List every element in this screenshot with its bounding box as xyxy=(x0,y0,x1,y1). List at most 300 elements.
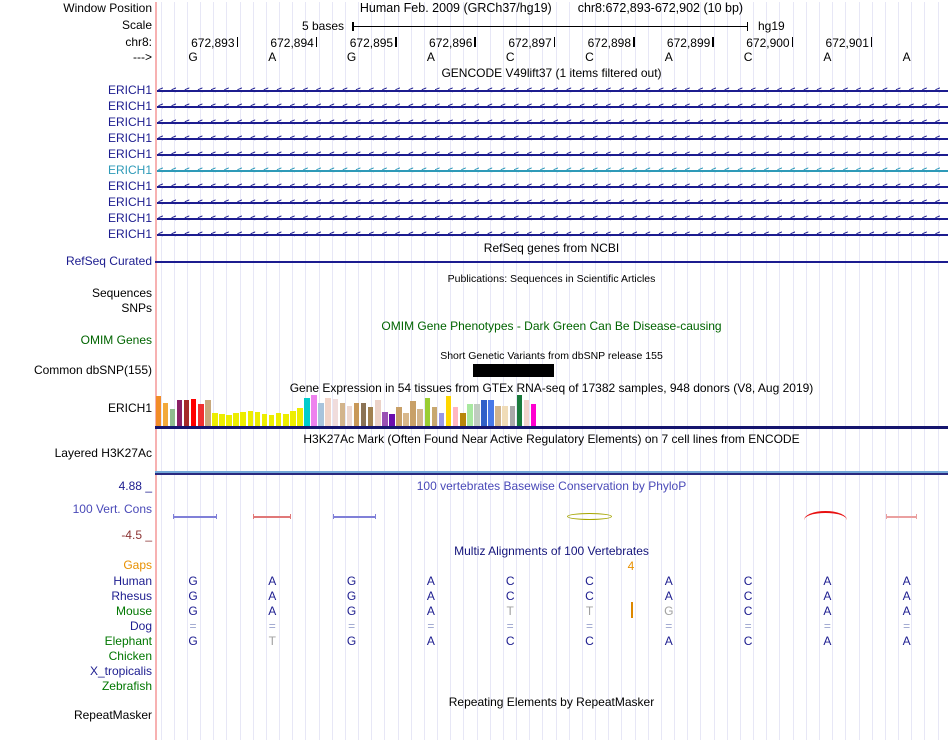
track-label-common-dbsnp[interactable]: Common dbSNP(155) xyxy=(33,363,152,377)
left-arrow-glyph: < xyxy=(592,85,598,95)
left-arrow-glyph: < xyxy=(237,213,243,223)
left-arrow-glyph: < xyxy=(671,101,677,111)
left-arrow-glyph: < xyxy=(579,197,585,207)
left-arrow-glyph: < xyxy=(237,133,243,143)
gene-transcript-row[interactable] xyxy=(155,228,948,241)
left-arrow-glyph: < xyxy=(921,213,928,223)
left-arrow-glyph: < xyxy=(250,165,256,175)
left-arrow-glyph: < xyxy=(579,133,585,143)
left-arrow-glyph: < xyxy=(895,133,901,143)
track-label-omim-genes[interactable]: OMIM Genes xyxy=(80,333,152,347)
left-arrow-glyph: < xyxy=(842,165,849,175)
gtex-bar xyxy=(488,400,494,426)
gtex-bar xyxy=(361,403,367,426)
left-arrow-glyph: < xyxy=(763,197,770,207)
reference-base: A xyxy=(902,50,911,64)
left-arrow-glyph: < xyxy=(342,101,348,111)
left-arrow-glyph: < xyxy=(697,149,704,159)
left-arrow-glyph: < xyxy=(856,213,862,223)
left-arrow-glyph: < xyxy=(171,117,177,127)
left-arrow-glyph: < xyxy=(658,213,664,223)
coordinate-tick xyxy=(871,37,873,47)
left-arrow-glyph: < xyxy=(342,181,348,191)
left-arrow-glyph: < xyxy=(737,101,743,111)
left-arrow-glyph: < xyxy=(684,117,691,127)
gtex-bar xyxy=(375,400,381,426)
left-arrow-glyph: < xyxy=(803,133,809,143)
gene-label-erich1[interactable]: ERICH1 xyxy=(107,99,152,113)
left-arrow-glyph: < xyxy=(395,101,401,111)
left-arrow-glyph: < xyxy=(368,229,374,239)
left-arrow-glyph: < xyxy=(645,165,651,175)
left-arrow-glyph: < xyxy=(210,85,216,95)
left-arrow-glyph: < xyxy=(579,117,585,127)
alignment-base: G xyxy=(188,574,198,588)
left-arrow-glyph: < xyxy=(566,181,572,191)
gene-label-erich1[interactable]: ERICH1 xyxy=(107,227,152,241)
left-arrow-glyph: < xyxy=(921,165,928,175)
gtex-bar xyxy=(460,413,466,426)
track-label-layered-h3k27ac[interactable]: Layered H3K27Ac xyxy=(54,446,152,460)
gtex-bar xyxy=(333,399,339,426)
left-arrow-glyph: < xyxy=(302,165,309,175)
track-header-gtex[interactable]: Gene Expression in 54 tissues from GTEx RNA-seq of 17382 samples, 948 donors (V8, Aug 2019) xyxy=(289,381,814,395)
left-arrow-glyph: < xyxy=(223,149,230,159)
left-arrow-glyph: < xyxy=(750,181,756,191)
track-label-refseq-curated[interactable]: RefSeq Curated xyxy=(65,254,152,268)
gene-transcript-row[interactable] xyxy=(155,164,948,177)
alignment-base: C xyxy=(743,589,753,603)
gene-transcript-row[interactable] xyxy=(155,84,948,97)
dbsnp-variant-box[interactable] xyxy=(473,364,554,377)
left-arrow-glyph: < xyxy=(618,165,625,175)
left-arrow-glyph: < xyxy=(882,229,888,239)
left-arrow-glyph: < xyxy=(263,213,269,223)
left-arrow-glyph: < xyxy=(368,181,374,191)
alignment-base: = xyxy=(823,619,831,633)
left-arrow-glyph: < xyxy=(197,197,203,207)
gene-label-erich1[interactable]: ERICH1 xyxy=(107,131,152,145)
left-arrow-glyph: < xyxy=(276,213,282,223)
left-arrow-glyph: < xyxy=(790,149,796,159)
left-arrow-glyph: < xyxy=(592,101,598,111)
gene-transcript-row[interactable] xyxy=(155,196,948,209)
left-arrow-glyph: < xyxy=(856,149,862,159)
left-arrow-glyph: < xyxy=(553,101,559,111)
gene-label-erich1[interactable]: ERICH1 xyxy=(107,195,152,209)
left-arrow-glyph: < xyxy=(763,117,770,127)
gene-label-erich1[interactable]: ERICH1 xyxy=(107,163,152,177)
left-arrow-glyph: < xyxy=(882,85,888,95)
species-label-human[interactable]: Human xyxy=(113,574,152,588)
alignment-base: G xyxy=(664,604,674,618)
species-label-dog[interactable]: Dog xyxy=(129,619,152,633)
left-arrow-glyph: < xyxy=(171,85,177,95)
left-arrow-glyph: < xyxy=(776,181,783,191)
left-arrow-glyph: < xyxy=(553,85,559,95)
left-arrow-glyph: < xyxy=(316,117,322,127)
left-arrow-glyph: < xyxy=(250,117,256,127)
left-arrow-glyph: < xyxy=(342,133,348,143)
left-arrow-glyph: < xyxy=(697,117,704,127)
left-arrow-glyph: < xyxy=(737,197,743,207)
gtex-bar xyxy=(290,411,296,426)
alignment-base: G xyxy=(188,589,198,603)
gtex-bar xyxy=(510,406,516,426)
left-arrow-glyph: < xyxy=(829,213,835,223)
track-header-refseq[interactable]: RefSeq genes from NCBI xyxy=(483,241,620,255)
left-arrow-glyph: < xyxy=(776,197,783,207)
left-arrow-glyph: < xyxy=(408,213,414,223)
track-header-h3k27ac[interactable]: H3K27Ac Mark (Often Found Near Active Regulatory Elements) on 7 cell lines from ENCODE xyxy=(303,432,800,446)
species-label-x_tropicalis[interactable]: X_tropicalis xyxy=(89,664,152,678)
left-arrow-glyph: < xyxy=(263,133,269,143)
left-arrow-glyph: < xyxy=(579,149,585,159)
left-arrow-glyph: < xyxy=(395,149,401,159)
left-arrow-glyph: < xyxy=(632,149,638,159)
left-arrow-glyph: < xyxy=(632,101,638,111)
gene-transcript-row[interactable] xyxy=(155,100,948,113)
scale-label: Scale xyxy=(121,18,152,32)
conservation-max-value: 4.88 _ xyxy=(118,479,152,493)
left-arrow-glyph: < xyxy=(381,213,388,223)
left-arrow-glyph: < xyxy=(592,213,598,223)
left-arrow-glyph: < xyxy=(289,165,295,175)
left-arrow-glyph: < xyxy=(763,165,770,175)
left-arrow-glyph: < xyxy=(737,149,743,159)
left-arrow-glyph: < xyxy=(197,149,203,159)
alignment-base: A xyxy=(268,604,277,618)
left-arrow-glyph: < xyxy=(737,117,743,127)
left-arrow-glyph: < xyxy=(697,101,704,111)
left-arrow-glyph: < xyxy=(737,165,743,175)
left-arrow-glyph: < xyxy=(882,213,888,223)
left-arrow-glyph: < xyxy=(368,165,374,175)
left-arrow-glyph: < xyxy=(895,197,901,207)
left-arrow-glyph: < xyxy=(592,229,598,239)
gtex-bar xyxy=(311,395,317,426)
left-arrow-glyph: < xyxy=(289,149,295,159)
left-arrow-glyph: < xyxy=(684,229,691,239)
reference-base: C xyxy=(585,50,594,64)
left-arrow-glyph: < xyxy=(711,181,717,191)
gtex-bar xyxy=(198,404,204,426)
left-arrow-glyph: < xyxy=(829,229,835,239)
conservation-end-tick xyxy=(916,514,917,519)
left-arrow-glyph: < xyxy=(776,229,783,239)
left-arrow-glyph: < xyxy=(816,181,822,191)
mouse-insertion-marker xyxy=(631,602,633,618)
left-arrow-glyph: < xyxy=(368,149,374,159)
left-arrow-glyph: < xyxy=(776,101,783,111)
left-arrow-glyph: < xyxy=(421,85,427,95)
left-arrow-glyph: < xyxy=(302,101,309,111)
left-arrow-glyph: < xyxy=(302,85,309,95)
left-arrow-glyph: < xyxy=(697,197,704,207)
left-arrow-glyph: < xyxy=(316,181,322,191)
left-arrow-glyph: < xyxy=(829,149,835,159)
left-arrow-glyph: < xyxy=(711,149,717,159)
left-arrow-glyph: < xyxy=(342,117,348,127)
left-arrow-glyph: < xyxy=(197,229,203,239)
left-arrow-glyph: < xyxy=(711,165,717,175)
left-arrow-glyph: < xyxy=(474,229,480,239)
left-arrow-glyph: < xyxy=(329,149,335,159)
left-arrow-glyph: < xyxy=(171,181,177,191)
left-arrow-glyph: < xyxy=(434,85,440,95)
left-arrow-glyph: < xyxy=(355,197,361,207)
left-arrow-glyph: < xyxy=(184,229,190,239)
left-arrow-glyph: < xyxy=(289,213,295,223)
gtex-expression-barchart[interactable] xyxy=(155,392,948,429)
left-arrow-glyph: < xyxy=(381,149,388,159)
left-arrow-glyph: < xyxy=(276,85,282,95)
gene-transcript-row[interactable] xyxy=(155,116,948,129)
left-arrow-glyph: < xyxy=(605,101,612,111)
left-arrow-glyph: < xyxy=(579,101,585,111)
left-arrow-glyph: < xyxy=(381,197,388,207)
left-arrow-glyph: < xyxy=(289,133,295,143)
track-header-multiz[interactable]: Multiz Alignments of 100 Vertebrates xyxy=(454,544,649,558)
track-label-snps[interactable]: SNPs xyxy=(121,301,152,315)
left-arrow-glyph: < xyxy=(592,133,598,143)
left-arrow-glyph: < xyxy=(526,181,533,191)
conservation-lens-mark xyxy=(567,513,612,520)
left-arrow-glyph: < xyxy=(263,101,269,111)
left-arrow-glyph: < xyxy=(355,133,361,143)
left-arrow-glyph: < xyxy=(526,133,533,143)
track-label-repeatmasker[interactable]: RepeatMasker xyxy=(73,708,152,722)
left-arrow-glyph: < xyxy=(737,213,743,223)
left-arrow-glyph: < xyxy=(711,197,717,207)
left-arrow-glyph: < xyxy=(816,197,822,207)
left-arrow-glyph: < xyxy=(487,133,493,143)
alignment-base: A xyxy=(664,574,673,588)
left-arrow-glyph: < xyxy=(289,117,295,127)
left-arrow-glyph: < xyxy=(618,197,625,207)
coordinate-tick xyxy=(395,37,397,47)
left-arrow-glyph: < xyxy=(223,197,230,207)
left-arrow-glyph: < xyxy=(197,117,203,127)
left-arrow-glyph: < xyxy=(460,133,467,143)
track-header-dbsnp[interactable]: Short Genetic Variants from dbSNP release 155 xyxy=(440,350,663,362)
left-arrow-glyph: < xyxy=(184,149,190,159)
left-arrow-glyph: < xyxy=(895,117,901,127)
left-arrow-glyph: < xyxy=(408,197,414,207)
alignment-base: = xyxy=(348,619,356,633)
left-arrow-glyph: < xyxy=(763,181,770,191)
gene-label-erich1[interactable]: ERICH1 xyxy=(107,179,152,193)
left-arrow-glyph: < xyxy=(197,181,203,191)
left-arrow-glyph: < xyxy=(790,213,796,223)
left-arrow-glyph: < xyxy=(724,101,730,111)
left-arrow-glyph: < xyxy=(829,197,835,207)
gene-transcript-row[interactable] xyxy=(155,148,948,161)
species-label-rhesus[interactable]: Rhesus xyxy=(111,589,152,603)
coordinate-label: 672,899 xyxy=(666,36,711,50)
left-arrow-glyph: < xyxy=(711,85,717,95)
left-arrow-glyph: < xyxy=(223,229,230,239)
left-arrow-glyph: < xyxy=(197,165,203,175)
left-arrow-glyph: < xyxy=(816,101,822,111)
coordinate-label: 672,901 xyxy=(825,36,869,50)
left-arrow-glyph: < xyxy=(882,101,888,111)
left-arrow-glyph: < xyxy=(724,229,730,239)
left-arrow-glyph: < xyxy=(618,101,625,111)
left-arrow-glyph: < xyxy=(276,181,282,191)
left-arrow-glyph: < xyxy=(618,117,625,127)
left-arrow-glyph: < xyxy=(513,213,519,223)
left-arrow-glyph: < xyxy=(618,229,625,239)
left-arrow-glyph: < xyxy=(895,229,901,239)
gene-transcript-row[interactable] xyxy=(155,180,948,193)
left-arrow-glyph: < xyxy=(395,181,401,191)
gene-transcript-row[interactable] xyxy=(155,132,948,145)
gtex-baseline xyxy=(155,426,948,429)
left-arrow-glyph: < xyxy=(856,181,862,191)
left-arrow-glyph: < xyxy=(632,213,638,223)
left-arrow-glyph: < xyxy=(302,181,309,191)
species-label-zebrafish[interactable]: Zebrafish xyxy=(101,679,152,693)
gene-label-erich1[interactable]: ERICH1 xyxy=(107,83,152,97)
left-arrow-glyph: < xyxy=(776,165,783,175)
left-arrow-glyph: < xyxy=(724,165,730,175)
left-arrow-glyph: < xyxy=(671,133,677,143)
left-arrow-glyph: < xyxy=(790,197,796,207)
left-arrow-glyph: < xyxy=(210,101,216,111)
left-arrow-glyph: < xyxy=(302,213,309,223)
track-label-gtex-gene[interactable]: ERICH1 xyxy=(107,401,152,415)
left-arrow-glyph: < xyxy=(421,165,427,175)
gtex-bar xyxy=(382,412,388,426)
left-arrow-glyph: < xyxy=(711,133,717,143)
track-header-omim[interactable]: OMIM Gene Phenotypes - Dark Green Can Be Disease-causing xyxy=(381,319,722,333)
left-arrow-glyph: < xyxy=(500,229,506,239)
species-label-elephant[interactable]: Elephant xyxy=(104,634,152,648)
conservation-min-value: -4.5 _ xyxy=(121,528,152,542)
left-arrow-glyph: < xyxy=(750,85,756,95)
track-header-phylop[interactable]: 100 vertebrates Basewise Conservation by PhyloP xyxy=(416,479,687,493)
track-header-gencode[interactable]: GENCODE V49lift37 (1 items filtered out) xyxy=(441,66,662,80)
gtex-bar xyxy=(389,414,395,426)
left-arrow-glyph: < xyxy=(935,85,941,95)
left-arrow-glyph: < xyxy=(632,229,638,239)
left-arrow-glyph: < xyxy=(316,101,322,111)
left-arrow-glyph: < xyxy=(724,133,730,143)
left-arrow-glyph: < xyxy=(250,213,256,223)
gtex-bar xyxy=(212,413,218,426)
conservation-line-mark xyxy=(173,516,217,518)
track-header-repeatmasker[interactable]: Repeating Elements by RepeatMasker xyxy=(448,695,655,709)
left-arrow-glyph: < xyxy=(316,149,322,159)
left-arrow-glyph: < xyxy=(803,229,809,239)
left-arrow-glyph: < xyxy=(210,229,216,239)
left-arrow-glyph: < xyxy=(460,181,467,191)
h3k27ac-signal-band[interactable] xyxy=(155,471,948,475)
left-arrow-glyph: < xyxy=(184,117,190,127)
left-arrow-glyph: < xyxy=(539,229,546,239)
left-arrow-glyph: < xyxy=(618,181,625,191)
left-arrow-glyph: < xyxy=(276,101,282,111)
left-arrow-glyph: < xyxy=(684,149,691,159)
left-arrow-glyph: < xyxy=(566,165,572,175)
left-arrow-glyph: < xyxy=(500,149,506,159)
left-arrow-glyph: < xyxy=(908,85,914,95)
gene-transcript-row[interactable] xyxy=(155,212,948,225)
alignment-base: C xyxy=(505,574,515,588)
left-arrow-glyph: < xyxy=(553,213,559,223)
left-arrow-glyph: < xyxy=(408,133,414,143)
left-arrow-glyph: < xyxy=(553,149,559,159)
left-arrow-glyph: < xyxy=(895,213,901,223)
left-arrow-glyph: < xyxy=(500,133,506,143)
species-label-mouse[interactable]: Mouse xyxy=(115,604,152,618)
left-arrow-glyph: < xyxy=(566,149,572,159)
left-arrow-glyph: < xyxy=(210,165,216,175)
left-arrow-glyph: < xyxy=(921,117,928,127)
assembly-label: hg19 xyxy=(758,19,785,33)
alignment-base: C xyxy=(743,574,753,588)
gtex-bar xyxy=(297,408,303,426)
left-arrow-glyph: < xyxy=(408,101,414,111)
left-arrow-glyph: < xyxy=(223,165,230,175)
left-arrow-glyph: < xyxy=(184,85,190,95)
left-arrow-glyph: < xyxy=(935,229,941,239)
left-arrow-glyph: < xyxy=(803,181,809,191)
left-arrow-glyph: < xyxy=(500,165,506,175)
conservation-end-tick xyxy=(173,514,174,519)
track-label-sequences[interactable]: Sequences xyxy=(91,286,152,300)
alignment-base: G xyxy=(188,634,198,648)
coordinate-label: 672,894 xyxy=(270,36,314,50)
left-arrow-glyph: < xyxy=(263,181,269,191)
track-header-publications[interactable]: Publications: Sequences in Scientific Articles xyxy=(447,273,656,285)
left-arrow-glyph: < xyxy=(684,165,691,175)
left-arrow-glyph: < xyxy=(763,213,770,223)
left-arrow-glyph: < xyxy=(684,181,691,191)
left-arrow-glyph: < xyxy=(605,165,612,175)
species-label-chicken[interactable]: Chicken xyxy=(108,649,152,663)
track-label-100-vert-cons[interactable]: 100 Vert. Cons xyxy=(72,502,152,516)
gtex-bar xyxy=(495,406,501,426)
left-arrow-glyph: < xyxy=(474,133,480,143)
left-arrow-glyph: < xyxy=(421,117,427,127)
left-arrow-glyph: < xyxy=(447,229,453,239)
left-arrow-glyph: < xyxy=(711,229,717,239)
left-arrow-glyph: < xyxy=(539,181,546,191)
refseq-curated-line[interactable] xyxy=(155,261,948,263)
gene-label-erich1[interactable]: ERICH1 xyxy=(107,211,152,225)
left-arrow-glyph: < xyxy=(882,165,888,175)
left-arrow-glyph: < xyxy=(434,213,440,223)
left-arrow-glyph: < xyxy=(210,149,216,159)
left-arrow-glyph: < xyxy=(750,165,756,175)
alignment-base: G xyxy=(346,604,357,618)
left-arrow-glyph: < xyxy=(434,229,440,239)
left-arrow-glyph: < xyxy=(302,197,309,207)
gtex-bar xyxy=(318,403,324,426)
chromosome-label: chr8: xyxy=(125,35,152,49)
left-arrow-glyph: < xyxy=(856,101,862,111)
gene-label-erich1[interactable]: ERICH1 xyxy=(107,147,152,161)
left-arrow-glyph: < xyxy=(158,165,164,175)
gene-label-erich1[interactable]: ERICH1 xyxy=(107,115,152,129)
left-arrow-glyph: < xyxy=(355,165,361,175)
left-arrow-glyph: < xyxy=(395,85,401,95)
left-arrow-glyph: < xyxy=(842,213,849,223)
left-arrow-glyph: < xyxy=(447,117,453,127)
left-arrow-glyph: < xyxy=(816,85,822,95)
